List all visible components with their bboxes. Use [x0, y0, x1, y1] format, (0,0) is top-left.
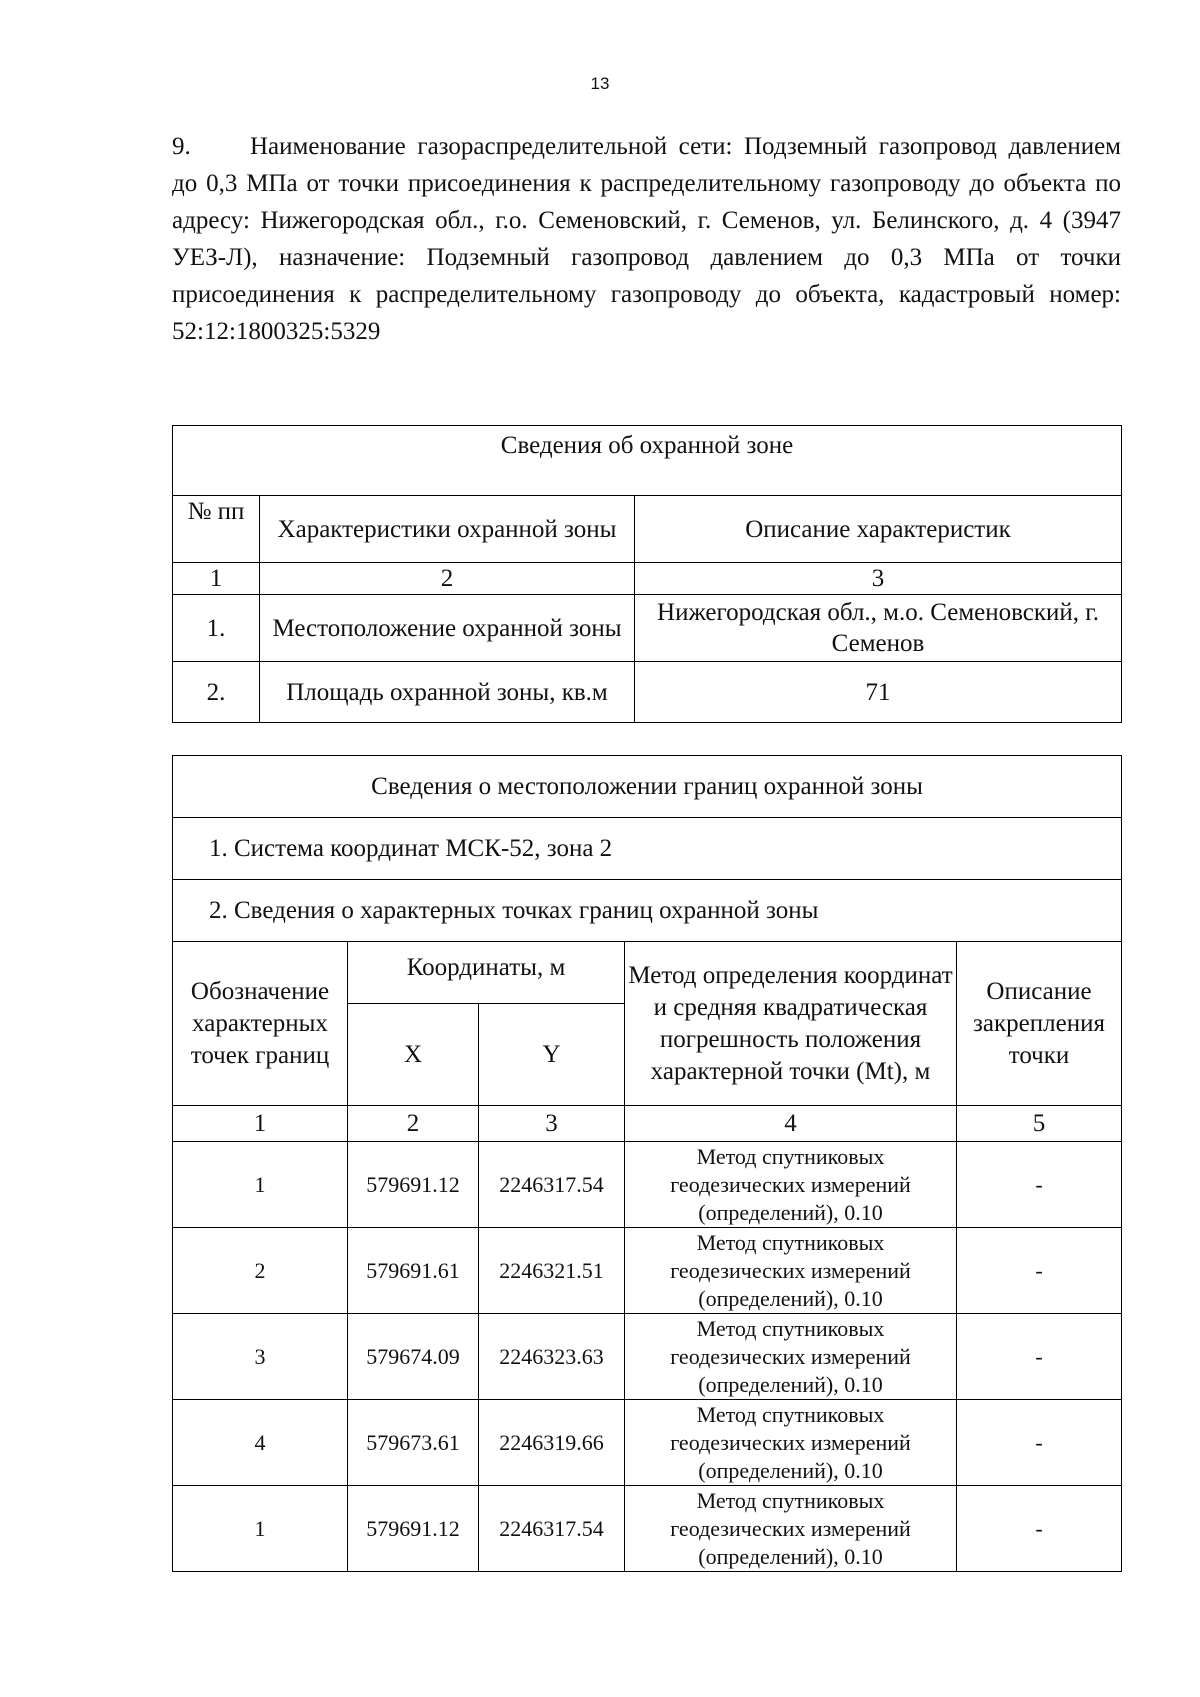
column-number: 1 — [173, 563, 260, 595]
row-characteristic: Местоположение охранной зоны — [260, 595, 635, 662]
point-x: 579691.12 — [348, 1142, 479, 1228]
table-row — [173, 1400, 1122, 1486]
point-fixing: - — [957, 1228, 1122, 1314]
header-y: Y — [479, 1004, 625, 1106]
column-number: 1 — [173, 1106, 348, 1142]
points-section-title: 2. Сведения о характерных точках границ охранной зоны — [173, 880, 1122, 942]
point-designation: 2 — [173, 1228, 348, 1314]
point-method: Метод спутниковых геодезических измерений (определений), 0.10 — [625, 1228, 957, 1314]
bounds-table-title: Сведения о местоположении границ охранной зоны — [173, 756, 1122, 818]
coordinate-system: 1. Система координат МСК-52, зона 2 — [173, 818, 1122, 880]
point-fixing: - — [957, 1400, 1122, 1486]
column-number: 3 — [479, 1106, 625, 1142]
header-characteristics: Характеристики охранной зоны — [260, 496, 635, 563]
header-method: Метод определения координат и средняя квадратическая погрешность положения характерной точки (Mt), м — [625, 942, 957, 1106]
point-designation: 4 — [173, 1400, 348, 1486]
table-row — [173, 1142, 1122, 1228]
protection-zone-table — [172, 425, 1122, 723]
header-x: X — [348, 1004, 479, 1106]
header-number: № пп — [173, 496, 260, 563]
point-fixing: - — [957, 1486, 1122, 1572]
point-y: 2246317.54 — [479, 1142, 625, 1228]
point-y: 2246317.54 — [479, 1486, 625, 1572]
header-description: Описание характеристик — [635, 496, 1122, 563]
point-designation: 1 — [173, 1486, 348, 1572]
point-y: 2246321.51 — [479, 1228, 625, 1314]
section-text: Наименование газораспределительной сети: Подземный газопровод давлением до 0,3 МПа от точки присоединения к распределительному газопроводу до объекта по адресу: Нижегородская обл., г.о. Семеновский, г. Семенов, ул. Белинского, д. 4 (3947 УЕЗ-Л), назначение: Подземный газопровод давлением до 0,3 МПа от точки присоединения к распределительному газопроводу до объекта, кадастровый номер: 52:12:1800325:5329 — [172, 133, 1121, 345]
section-number: 9. — [172, 133, 191, 160]
point-method: Метод спутниковых геодезических измерений (определений), 0.10 — [625, 1142, 957, 1228]
header-fixing: Описание закрепления точки — [957, 942, 1122, 1106]
point-fixing: - — [957, 1142, 1122, 1228]
column-number: 5 — [957, 1106, 1122, 1142]
column-number: 4 — [625, 1106, 957, 1142]
row-number: 2. — [173, 662, 260, 723]
section-paragraph — [172, 128, 1121, 350]
column-number: 2 — [348, 1106, 479, 1142]
point-x: 579673.61 — [348, 1400, 479, 1486]
zone-table-title: Сведения об охранной зоне — [173, 426, 1122, 496]
point-fixing: - — [957, 1314, 1122, 1400]
point-y: 2246319.66 — [479, 1400, 625, 1486]
point-x: 579674.09 — [348, 1314, 479, 1400]
row-characteristic: Площадь охранной зоны, кв.м — [260, 662, 635, 723]
point-method: Метод спутниковых геодезических измерений (определений), 0.10 — [625, 1314, 957, 1400]
page-number: 13 — [590, 74, 610, 93]
column-number: 2 — [260, 563, 635, 595]
table-row — [173, 1228, 1122, 1314]
row-number: 1. — [173, 595, 260, 662]
point-method: Метод спутниковых геодезических измерений (определений), 0.10 — [625, 1486, 957, 1572]
point-x: 579691.61 — [348, 1228, 479, 1314]
table-row — [173, 595, 1122, 662]
point-x: 579691.12 — [348, 1486, 479, 1572]
point-designation: 3 — [173, 1314, 348, 1400]
table-row — [173, 1314, 1122, 1400]
point-designation: 1 — [173, 1142, 348, 1228]
header-coordinates: Координаты, м — [348, 942, 625, 1004]
point-y: 2246323.63 — [479, 1314, 625, 1400]
table-row — [173, 1486, 1122, 1572]
row-description: Нижегородская обл., м.о. Семеновский, г. Семенов — [635, 595, 1122, 662]
header-designation: Обозначение характерных точек границ — [173, 942, 348, 1106]
table-row — [173, 662, 1122, 723]
point-method: Метод спутниковых геодезических измерений (определений), 0.10 — [625, 1400, 957, 1486]
boundary-points-table — [172, 755, 1122, 1572]
column-number: 3 — [635, 563, 1122, 595]
row-description: 71 — [635, 662, 1122, 723]
